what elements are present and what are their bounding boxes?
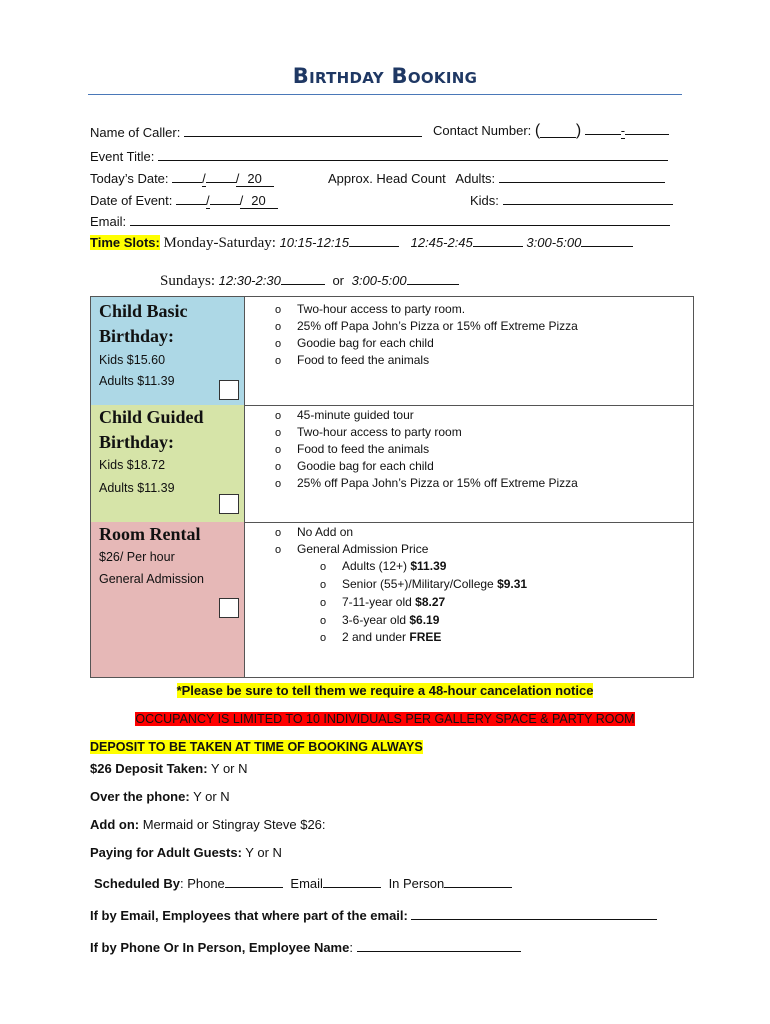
package-cell-basic (91, 297, 245, 405)
addon-question (90, 817, 326, 832)
package-name: Room Rental (99, 524, 201, 544)
or-text: or (332, 273, 344, 288)
list-item: o No Add on (275, 525, 354, 539)
event-title-row (90, 147, 668, 164)
occupancy-notice: OCCUPANCY IS LIMITED TO 10 INDIVIDUALS PER GALLERY SPACE & PARTY ROOM (135, 712, 635, 726)
event-date-row (90, 191, 278, 208)
event-date-day[interactable] (210, 191, 240, 205)
scheduled-email-field[interactable] (323, 874, 381, 888)
time-slots-row (90, 233, 633, 252)
scheduled-by-label: Scheduled By (94, 876, 180, 891)
package-row-room (91, 522, 693, 677)
employee-name-field[interactable] (357, 938, 521, 952)
package-cell-guided (91, 405, 245, 522)
kids-count-field[interactable] (503, 191, 673, 205)
scheduled-person-field[interactable] (444, 874, 512, 888)
area-code-field[interactable]: (____) (534, 122, 582, 139)
adults-count-field[interactable] (499, 169, 665, 183)
bullet-icon: o (275, 355, 282, 367)
phone-answer[interactable]: Y or N (189, 789, 230, 804)
bullet-icon: o (275, 544, 282, 556)
bullet-icon: o (320, 632, 327, 644)
sunday-slots-row (160, 271, 459, 290)
email-employees-label: If by Email, Employees that where part of the email: (90, 908, 408, 923)
bullet-icon: o (275, 444, 282, 456)
phone-suffix-field[interactable] (625, 121, 669, 135)
bullet-icon: o (275, 410, 282, 422)
kids-label: Kids: (470, 193, 499, 208)
contact-number-row (433, 121, 669, 140)
head-count-label: Approx. Head Count (328, 171, 446, 186)
scheduled-phone-label: : Phone (179, 876, 225, 891)
event-date-label: Date of Event: (90, 193, 173, 208)
event-date-year[interactable]: 20 (243, 193, 277, 209)
package-name-line2: Birthday: (99, 432, 175, 452)
adults-label: Adults: (455, 171, 496, 186)
date-slash: / (202, 171, 206, 186)
package-price-adults: Adults $11.39 (99, 374, 175, 388)
todays-date-row (90, 169, 274, 186)
package-room-checkbox[interactable] (219, 598, 239, 618)
adult-guests-question (90, 845, 282, 860)
cancel-notice-wrap (0, 682, 770, 700)
scheduled-by-row (94, 874, 512, 891)
deposit-question (90, 761, 248, 776)
bullet-icon: o (320, 561, 327, 573)
todays-date-label: Today’s Date: (90, 171, 169, 186)
bullet-icon: o (275, 304, 282, 316)
deposit-notice-wrap (90, 738, 423, 756)
adult-guests-label: Paying for Adult Guests: (90, 845, 242, 860)
bullet-icon: o (275, 427, 282, 439)
todays-date-year[interactable]: 20 (239, 171, 273, 187)
email-employees-row (90, 906, 657, 923)
list-item: o 25% off Papa John’s Pizza or 15% off Extreme Pizza (275, 319, 578, 333)
employee-name-colon: : (349, 940, 353, 955)
email-label: Email: (90, 214, 127, 229)
cancel-notice: *Please be sure to tell them we require a 48-hour cancelation notice (176, 683, 594, 698)
package-row-guided (91, 405, 693, 523)
bullet-icon: o (320, 615, 327, 627)
package-basic-checkbox[interactable] (219, 380, 239, 400)
bullet-icon: o (275, 321, 282, 333)
package-cell-room (91, 522, 245, 677)
list-item: o 45-minute guided tour (275, 408, 414, 422)
contact-number-label: Contact Number: (433, 123, 532, 138)
bullet-icon: o (320, 597, 327, 609)
package-guided-checkbox[interactable] (219, 494, 239, 514)
package-row-basic (91, 297, 693, 406)
sub-list-item: o Adults (12+) $11.39 (320, 559, 447, 573)
email-row (90, 212, 670, 229)
list-item: o Goodie bag for each child (275, 459, 434, 473)
sub-list-item: o 3-6-year old $6.19 (320, 613, 440, 627)
weekday-slot-field[interactable] (349, 233, 399, 247)
sunday-slot: 12:30-2:30 (218, 273, 281, 288)
page-title: Birthday Booking (292, 64, 478, 88)
kids-row (470, 191, 673, 208)
bullet-icon: o (275, 338, 282, 350)
phone-question (90, 789, 230, 804)
employee-name-row (90, 938, 521, 955)
package-name: Child Basic (99, 301, 188, 321)
date-slash: / (206, 193, 210, 208)
caller-name-field[interactable] (184, 123, 422, 137)
sub-list-item: o 2 and under FREE (320, 630, 442, 644)
list-item: o 25% off Papa John’s Pizza or 15% off Extreme Pizza (275, 476, 578, 490)
sunday-slot-field[interactable] (281, 271, 325, 285)
package-price-hourly: $26/ Per hour (99, 550, 175, 564)
deposit-question-label: $26 Deposit Taken: (90, 761, 208, 776)
employee-name-label: If by Phone Or In Person, Employee Name (90, 940, 350, 955)
phone-question-label: Over the phone: (90, 789, 190, 804)
bullet-icon: o (275, 527, 282, 539)
bullet-icon: o (275, 478, 282, 490)
scheduled-phone-field[interactable] (225, 874, 283, 888)
phone-separator: - (620, 123, 626, 138)
caller-name-row (90, 123, 422, 140)
sunday-label: Sundays: (160, 273, 216, 289)
list-item: o Food to feed the animals (275, 442, 430, 456)
weekday-slot: 3:00-5:00 (526, 235, 582, 250)
head-count-adults-row (328, 169, 665, 186)
event-title-field[interactable] (158, 147, 668, 161)
weekday-slot: 10:15-12:15 (279, 235, 349, 250)
package-price-adults: Adults $11.39 (99, 481, 175, 495)
weekday-slot-field[interactable] (473, 233, 523, 247)
addon-question-label: Add on: (90, 817, 140, 832)
title-divider (88, 94, 682, 95)
package-price-admission: General Admission (99, 572, 204, 586)
event-title-label: Event Title: (90, 149, 155, 164)
sub-list-item: o Senior (55+)/Military/College $9.31 (320, 577, 528, 591)
package-price-kids: Kids $18.72 (99, 458, 166, 472)
list-item: o Two-hour access to party room (275, 425, 462, 439)
time-slots-label: Time Slots: (90, 235, 160, 250)
adult-guests-answer[interactable]: Y or N (241, 845, 282, 860)
date-slash: / (235, 171, 240, 186)
list-item: o General Admission Price (275, 542, 429, 556)
package-name: Child Guided (99, 407, 204, 427)
bullet-icon: o (275, 461, 282, 473)
phone-prefix-field[interactable] (585, 121, 621, 135)
caller-name-label: Name of Caller: (90, 125, 181, 140)
email-field[interactable] (130, 212, 670, 226)
date-slash: / (239, 193, 244, 208)
list-item: o Food to feed the animals (275, 353, 430, 367)
list-item: o Goodie bag for each child (275, 336, 434, 350)
scheduled-person-label: In Person (388, 876, 445, 891)
email-employees-field[interactable] (411, 906, 657, 920)
package-name-line2: Birthday: (99, 326, 175, 346)
scheduled-email-label: Email (290, 876, 323, 891)
bullet-icon: o (320, 579, 327, 591)
occupancy-notice-wrap (0, 710, 770, 728)
weekday-label: Monday-Saturday: (163, 235, 276, 251)
sunday-slot: 3:00-5:00 (351, 273, 407, 288)
event-date-month[interactable] (176, 191, 206, 205)
list-item: o Two-hour access to party room. (275, 302, 466, 316)
todays-date-day[interactable] (206, 169, 236, 183)
packages-table (90, 296, 694, 678)
weekday-slot: 12:45-2:45 (410, 235, 473, 250)
sub-list-item: o 7-11-year old $8.27 (320, 595, 446, 609)
sunday-slot-field[interactable] (407, 271, 459, 285)
addon-answer[interactable]: Mermaid or Stingray Steve $26: (139, 817, 326, 832)
weekday-slot-field[interactable] (581, 233, 633, 247)
deposit-answer[interactable]: Y or N (207, 761, 248, 776)
deposit-notice: DEPOSIT TO BE TAKEN AT TIME OF BOOKING ALWAYS (90, 740, 423, 754)
package-price-kids: Kids $15.60 (99, 353, 166, 367)
todays-date-month[interactable] (172, 169, 202, 183)
